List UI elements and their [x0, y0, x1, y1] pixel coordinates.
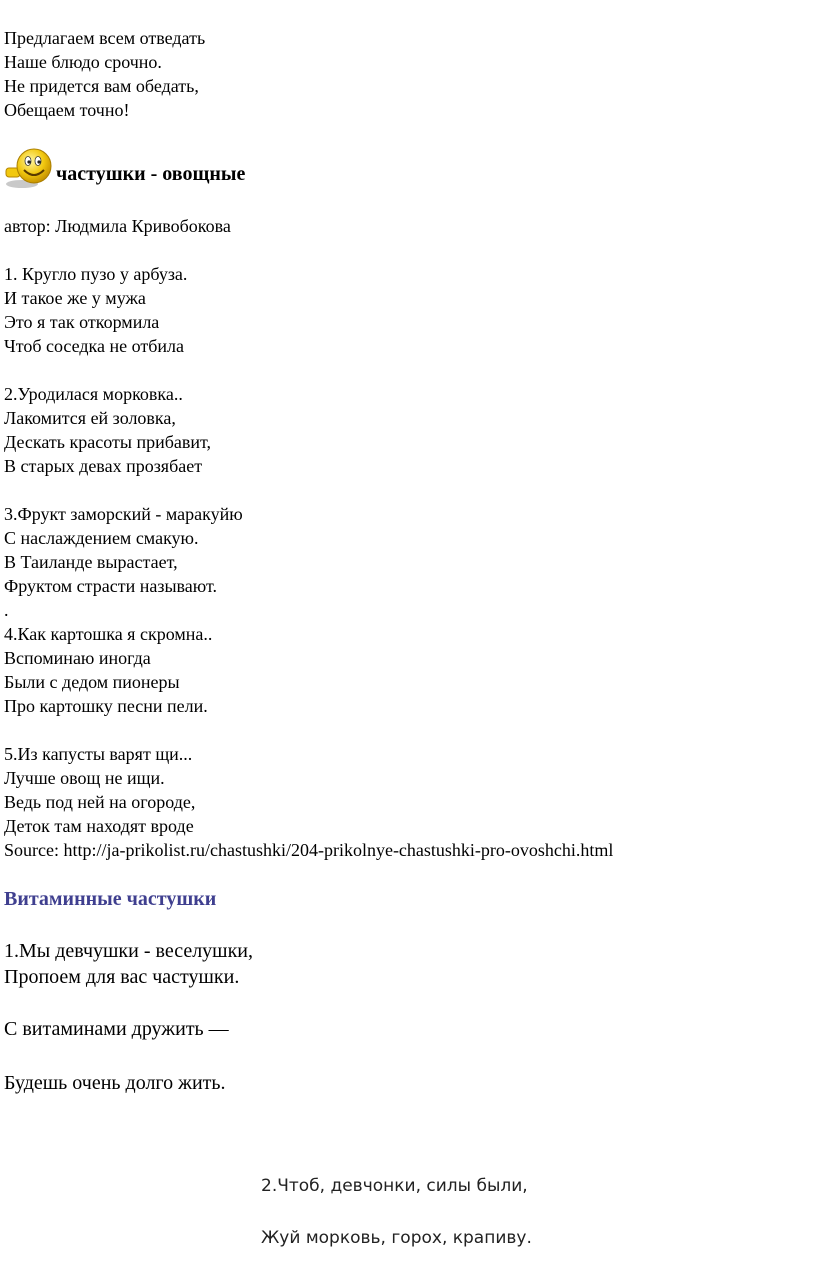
verse-3-line-4: Фруктом страсти называют.: [4, 576, 218, 596]
vitamin-centered-line-2: Жуй морковь, горох, крапиву.: [261, 1228, 532, 1248]
source-line: Source: http://ja-prikolist.ru/chastushki/204-prikolnye-chastushki-pro-ovoshchi.html: [4, 840, 614, 860]
verse-3-line-3: В Таиланде вырастает,: [4, 552, 178, 572]
section-heading-vitamins: Витаминные частушки: [4, 888, 217, 910]
vitamin-line-3: С витаминами дружить —: [4, 1018, 229, 1040]
verse-4-line-2: Вспоминаю иногда: [4, 648, 151, 668]
smiley-icon: [4, 146, 56, 190]
verse-1-line-1: 1. Кругло пузо у арбуза.: [4, 264, 188, 284]
verse-5-line-4: Деток там находят вроде: [4, 816, 194, 836]
verse-2-line-2: Лакомится ей золовка,: [4, 408, 176, 428]
intro-line-3: Не придется вам обедать,: [4, 76, 199, 96]
vitamin-line-1: 1.Мы девчушки - веселушки,: [4, 940, 253, 962]
intro-line-1: Предлагаем всем отведать: [4, 28, 206, 48]
verse-4-line-1: 4.Как картошка я скромна..: [4, 624, 213, 644]
verse-1-line-4: Чтоб соседка не отбила: [4, 336, 185, 356]
section-title: частушки - овощные: [56, 163, 246, 185]
vitamin-line-2: Пропоем для вас частушки.: [4, 966, 240, 988]
author-line: автор: Людмила Кривобокова: [4, 216, 231, 236]
verse-3-line-2: С наслаждением смакую.: [4, 528, 199, 548]
verse-5-line-2: Лучше овощ не ищи.: [4, 768, 165, 788]
verse-2-line-3: Дескать красоты прибавит,: [4, 432, 211, 452]
verse-1-line-2: И такое же у мужа: [4, 288, 146, 308]
verse-3-line-5: .: [4, 600, 9, 620]
verse-4-line-3: Были с дедом пионеры: [4, 672, 180, 692]
verse-3-line-1: 3.Фрукт заморский - маракуйю: [4, 504, 243, 524]
verse-2-line-4: В старых девах прозябает: [4, 456, 203, 476]
section-heading-vegetables: [4, 146, 245, 190]
verse-4-line-4: Про картошку песни пели.: [4, 696, 208, 716]
vitamin-centered-line-1: 2.Чтоб, девчонки, силы были,: [261, 1176, 528, 1196]
verse-1-line-3: Это я так откормила: [4, 312, 160, 332]
verse-5-line-3: Ведь под ней на огороде,: [4, 792, 196, 812]
intro-line-2: Наше блюдо срочно.: [4, 52, 162, 72]
verse-5-line-1: 5.Из капусты варят щи...: [4, 744, 193, 764]
verse-2-line-1: 2.Уродилася морковка..: [4, 384, 183, 404]
vitamin-line-4: Будешь очень долго жить.: [4, 1072, 226, 1094]
intro-line-4: Обещаем точно!: [4, 100, 130, 120]
